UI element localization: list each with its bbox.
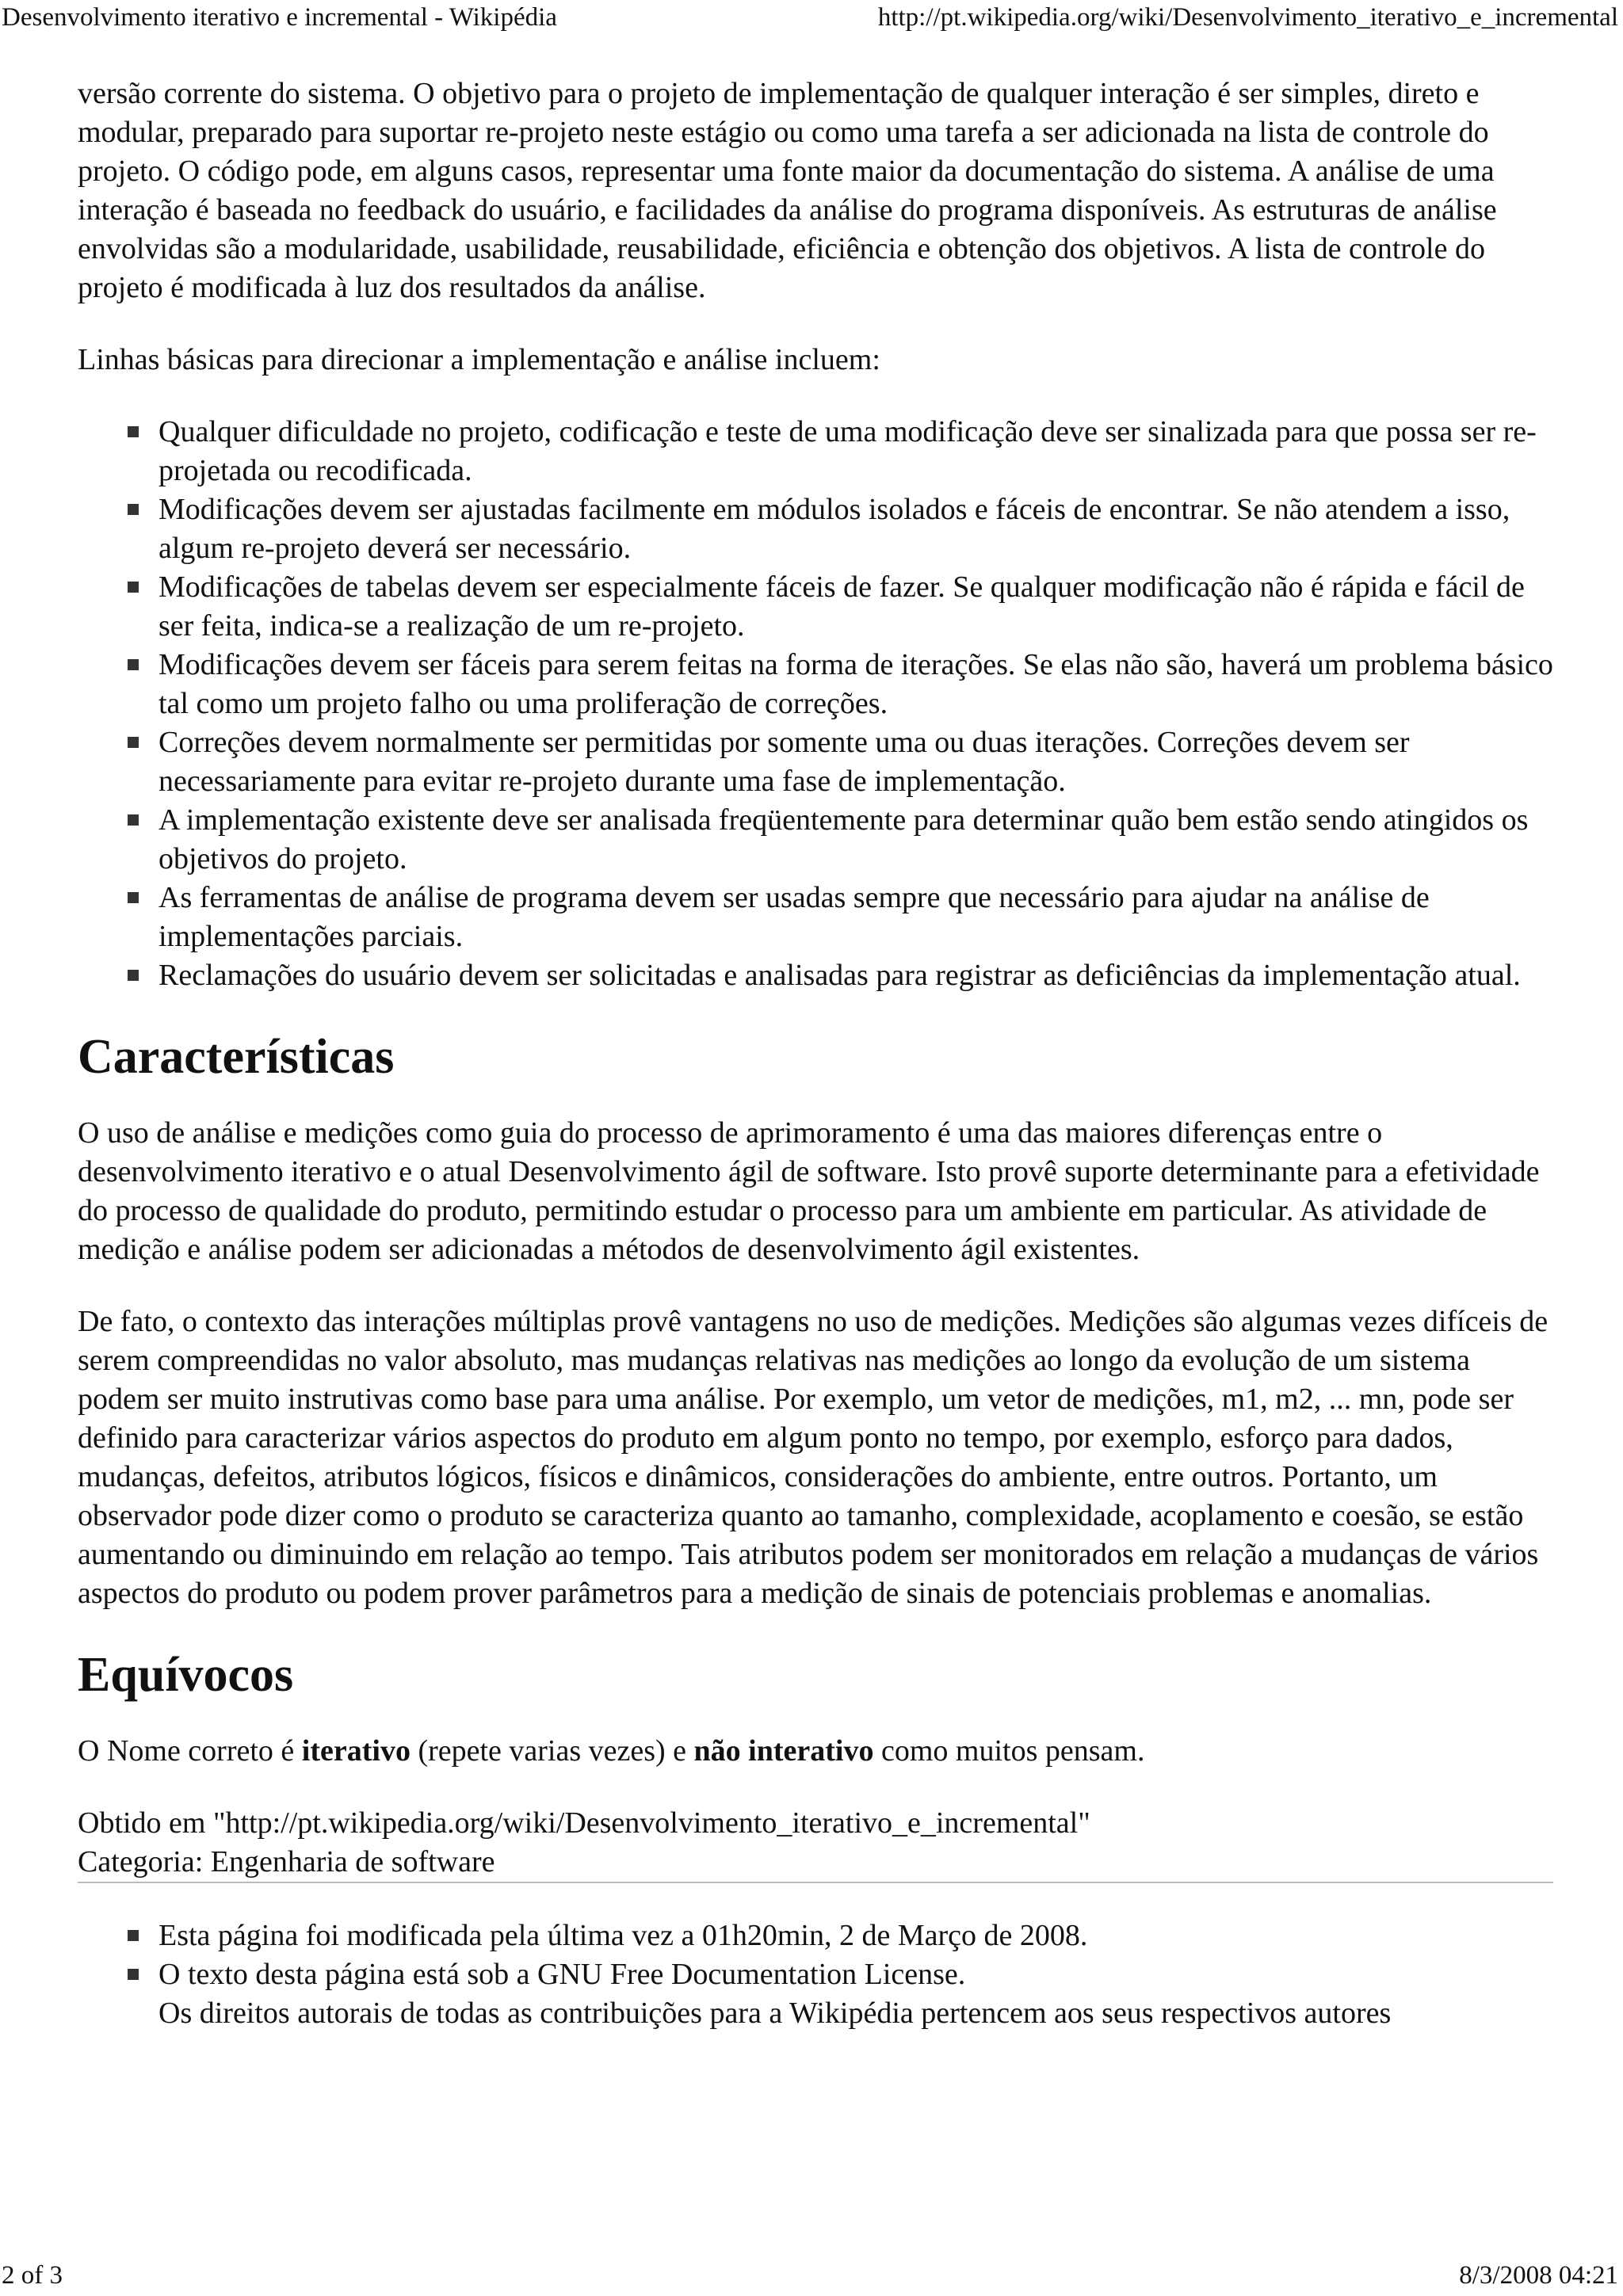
page-info-list	[78, 1917, 1553, 2033]
copyright-text: Os direitos autorais de todas as contribuições para a Wikipédia pertencem aos seus respectivos autores	[158, 1997, 1392, 2030]
intro-paragraph: versão corrente do sistema. O objetivo para o projeto de implementação de qualquer interação é ser simples, direto e modular, preparado para suportar re-projeto neste estágio ou como uma tarefa a ser adicionada na lista de controle do projeto. O código pode, em alguns casos, representar uma fonte maior da documentação do sistema. A análise de uma interação é baseada no feedback do usuário, e facilidades da análise do programa disponíveis. As estruturas de análise envolvidas são a modularidade, usabilidade, reusabilidade, eficiência e obtenção dos objetivos. A lista de controle do projeto é modificada à luz dos resultados da análise.	[78, 77, 1497, 304]
list-item: Qualquer dificuldade no projeto, codificação e teste de uma modificação deve ser sinalizada para que possa ser re-projetada ou recodificada.	[158, 413, 1553, 490]
caracteristicas-paragraph-2: De fato, o contexto das interações múltiplas provê vantagens no uso de medições. Medições são algumas vezes difíceis de serem compreendidas no valor absoluto, mas mudanças relativas nas medições ao longo da evolução de um sistema podem ser muito instrutivas como base para uma análise. Por exemplo, um vetor de medições, m1, m2, ... mn, pode ser definido para caracterizar vários aspectos do produto em algum ponto no tempo, por exemplo, esforço para dados, mudanças, defeitos, atributos lógicos, físicos e dinâmicos, considerações do ambiente, entre outros. Portanto, um observador pode dizer como o produto se caracteriza quanto ao tamanho, complexidade, acoplamento e coesão, se estão aumentando ou diminuindo em relação ao tempo. Tais atributos podem ser monitorados em relação a mudanças de vários aspectos do produto ou podem prover parâmetros para a medição de sinais de potenciais problemas e anomalias.	[78, 1305, 1549, 1610]
section-heading-caracteristicas: Características	[78, 1030, 395, 1084]
print-datetime: 8/3/2008 04:21	[1459, 2261, 1618, 2290]
equivocos-text-middle: (repete varias vezes) e	[410, 1734, 694, 1768]
print-header	[0, 0, 1623, 38]
print-page-title: Desenvolvimento iterativo e incremental - Wikipédia	[2, 3, 557, 32]
section-heading-equivocos: Equívocos	[78, 1648, 294, 1702]
list-item: A implementação existente deve ser analisada freqüentemente para determinar quão bem estão sendo atingidos os objetivos do projeto.	[158, 801, 1553, 879]
category-line: Categoria: Engenharia de software	[78, 1845, 495, 1878]
footer-divider	[78, 1882, 1553, 1883]
equivocos-text-after: como muitos pensam.	[873, 1734, 1145, 1768]
guidelines-intro: Linhas básicas para direcionar a implementação e análise incluem:	[78, 343, 880, 376]
list-item: Reclamações do usuário devem ser solicitadas e analisadas para registrar as deficiências da implementação atual.	[158, 956, 1553, 995]
list-item: Modificações devem ser ajustadas facilmente em módulos isolados e fáceis de encontrar. Se não atendem a isso, algum re-projeto deverá ser necessário.	[158, 490, 1553, 568]
caracteristicas-paragraph-1: O uso de análise e medições como guia do processo de aprimoramento é uma das maiores diferenças entre o desenvolvimento iterativo e o atual Desenvolvimento ágil de software. Isto provê suporte determinante para a efetividade do processo de qualidade do produto, permitindo estudar o processo para um ambiente em particular. As atividade de medição e análise podem ser adicionadas a métodos de desenvolvimento ágil existentes.	[78, 1116, 1540, 1266]
retrieved-from	[78, 1804, 1553, 1882]
equivocos-paragraph	[78, 1732, 1553, 1771]
retrieved-from-text: Obtido em "http://pt.wikipedia.org/wiki/Desenvolvimento_iterativo_e_incremental"	[78, 1806, 1090, 1840]
equivocos-bold-nao-interativo: não interativo	[693, 1734, 874, 1768]
list-item: As ferramentas de análise de programa devem ser usadas sempre que necessário para ajudar na análise de implementações parciais.	[158, 879, 1553, 956]
equivocos-text-before: O Nome correto é	[78, 1734, 302, 1768]
equivocos-bold-iterativo: iterativo	[301, 1734, 411, 1768]
list-item: Correções devem normalmente ser permitidas por somente uma ou duas iterações. Correções devem ser necessariamente para evitar re-projeto durante uma fase de implementação.	[158, 723, 1553, 801]
list-item: Esta página foi modificada pela última vez a 01h20min, 2 de Março de 2008.	[158, 1917, 1553, 1955]
guidelines-list	[78, 413, 1553, 995]
print-footer	[0, 2258, 1623, 2296]
list-item	[158, 1955, 1553, 2033]
license-text: O texto desta página está sob a GNU Free Documentation License.	[158, 1958, 966, 1991]
list-item: Modificações de tabelas devem ser especialmente fáceis de fazer. Se qualquer modificação não é rápida e fácil de ser feita, indica-se a realização de um re-projeto.	[158, 568, 1553, 646]
article-content	[78, 74, 1553, 2033]
print-page-url: http://pt.wikipedia.org/wiki/Desenvolvimento_iterativo_e_incremental	[877, 3, 1618, 32]
print-page-number: 2 of 3	[2, 2261, 63, 2290]
list-item: Modificações devem ser fáceis para serem feitas na forma de iterações. Se elas não são, haverá um problema básico tal como um projeto falho ou uma proliferação de correções.	[158, 646, 1553, 723]
